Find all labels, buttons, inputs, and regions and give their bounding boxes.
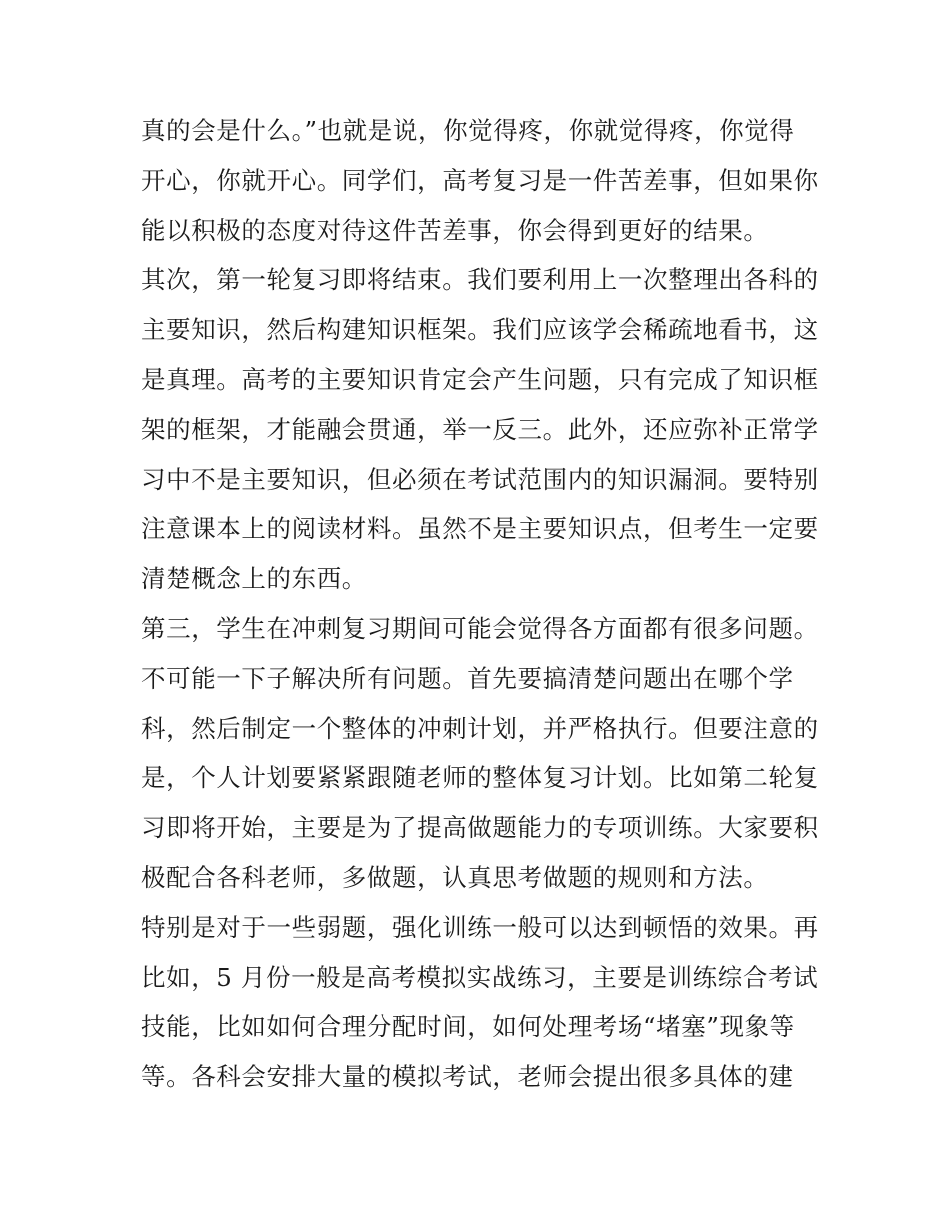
text-line-4: 其次，第一轮复习即将结束。我们要利用上一次整理出各科的 (141, 265, 819, 295)
text-line-6: 是真理。高考的主要知识肯定会产生问题，只有完成了知识框 (141, 364, 819, 394)
text-line-13: 科，然后制定一个整体的冲刺计划，并严格执行。但要注意的 (141, 713, 819, 743)
text-line-12: 不可能一下子解决所有问题。首先要搞清楚问题出在哪个学 (141, 663, 794, 693)
text-line-15: 习即将开始，主要是为了提高做题能力的专项训练。大家要积 (141, 813, 819, 843)
text-line-8: 习中不是主要知识，但必须在考试范围内的知识漏洞。要特别 (141, 464, 819, 494)
text-line-19: 技能，比如如何合理分配时间，如何处理考场“堵塞”现象等 (141, 1012, 795, 1042)
text-line-20: 等。各科会安排大量的模拟考试，老师会提出很多具体的建 (141, 1062, 794, 1092)
text-line-5: 主要知识，然后构建知识框架。我们应该学会稀疏地看书，这 (141, 315, 819, 345)
body-text (141, 106, 821, 1102)
text-line-3: 能以积极的态度对待这件苦差事，你会得到更好的结果。 (141, 215, 769, 245)
text-line-10: 清楚概念上的东西。 (141, 564, 367, 594)
text-line-18: 比如，5 月份一般是高考模拟实战练习，主要是训练综合考试 (141, 962, 819, 992)
text-line-1: 真的会是什么。”也就是说，你觉得疼，你就觉得疼，你觉得 (141, 116, 795, 145)
text-line-2: 开心，你就开心。同学们，高考复习是一件苦差事，但如果你 (141, 165, 819, 195)
text-line-7: 架的框架，才能融会贯通，举一反三。此外，还应弥补正常学 (141, 414, 819, 444)
text-line-16: 极配合各科老师，多做题，认真思考做题的规则和方法。 (141, 862, 769, 892)
text-line-9: 注意课本上的阅读材料。虽然不是主要知识点，但考生一定要 (141, 514, 819, 544)
text-line-17: 特别是对于一些弱题，强化训练一般可以达到顿悟的效果。再 (141, 912, 819, 942)
text-line-11: 第三，学生在冲刺复习期间可能会觉得各方面都有很多问题。 (141, 613, 819, 643)
text-line-14: 是，个人计划要紧紧跟随老师的整体复习计划。比如第二轮复 (141, 763, 819, 793)
